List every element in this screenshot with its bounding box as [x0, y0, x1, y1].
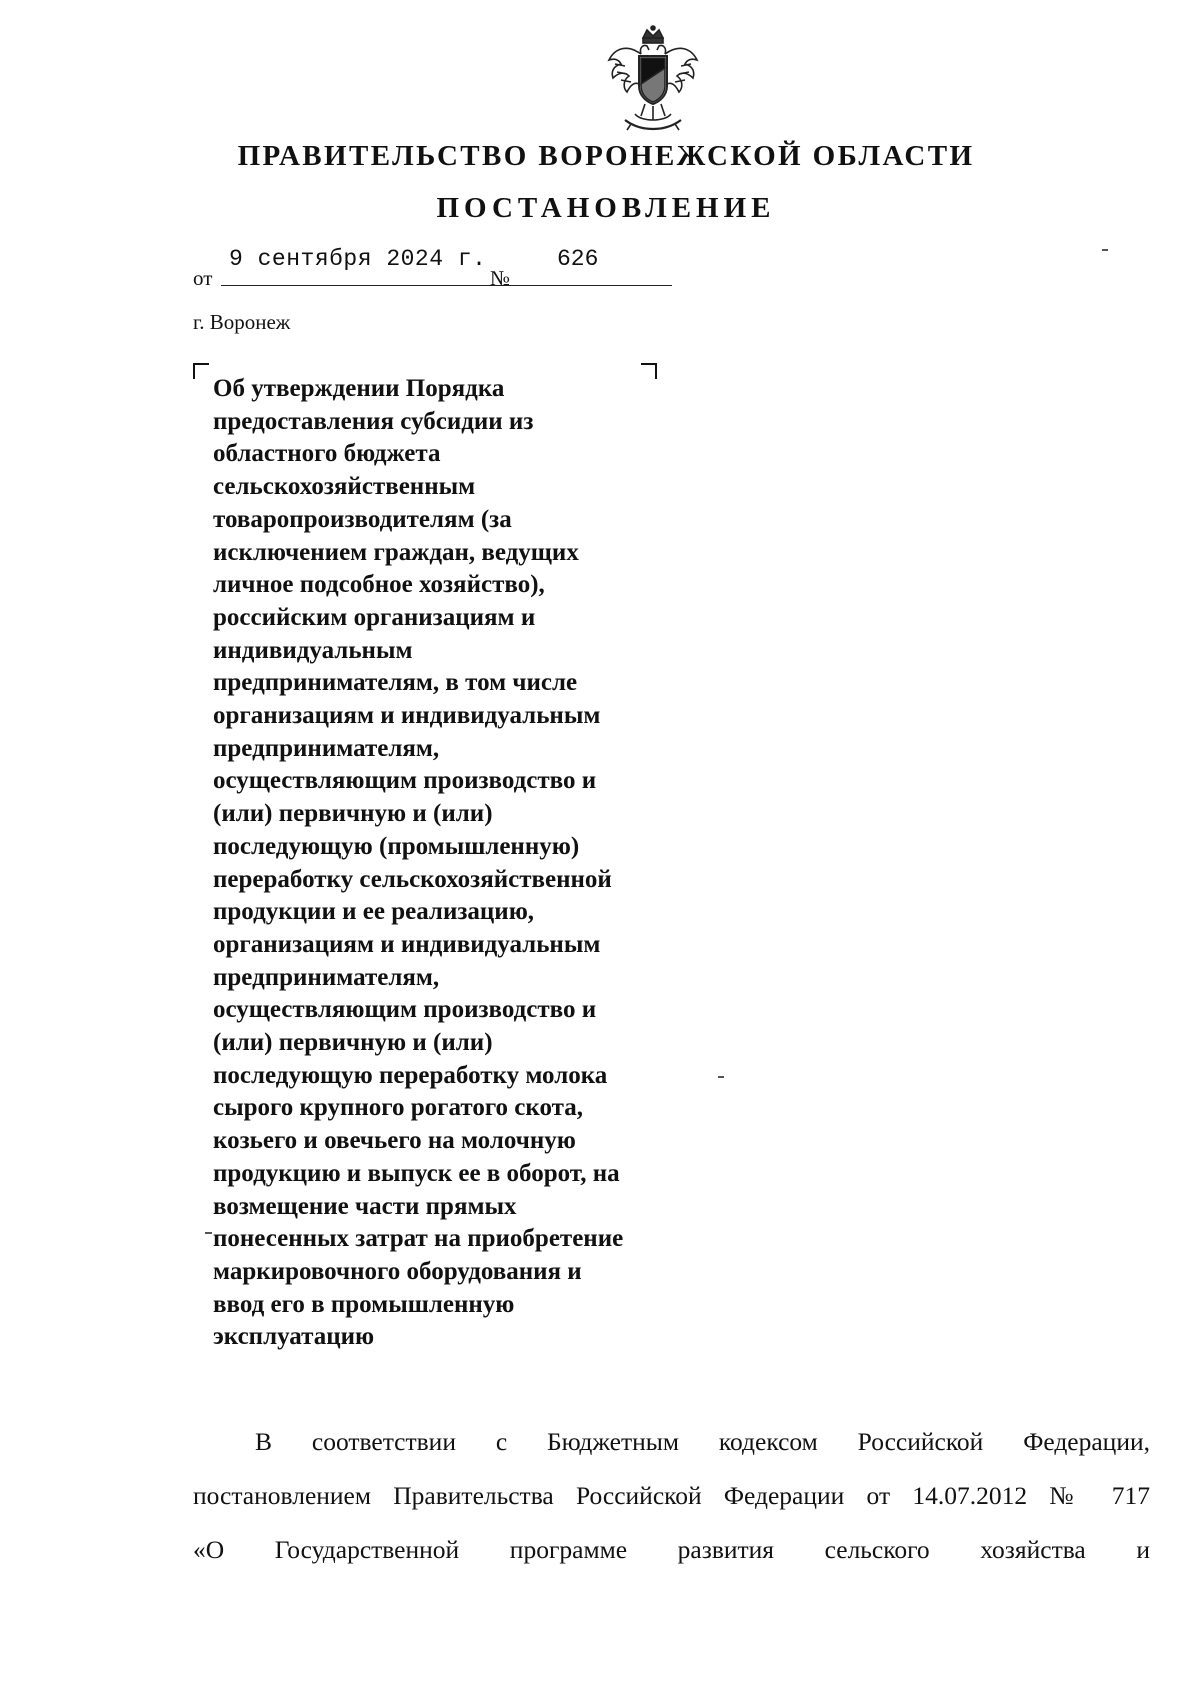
subject-line: сельскохозяйственным	[213, 473, 476, 501]
subject-line: продукцию и выпуск ее в оборот, на	[213, 1159, 620, 1187]
subject-line: организациям и индивидуальным	[213, 702, 601, 730]
subject-line: предпринимателям, в том числе	[213, 669, 578, 697]
subject-line: ввод его в промышленную	[213, 1290, 515, 1318]
subject-line: последующую (промышленную)	[213, 832, 580, 860]
number-underline	[523, 285, 653, 286]
subject-line: областного бюджета	[213, 440, 441, 468]
org-title: ПРАВИТЕЛЬСТВО ВОРОНЕЖСКОЙ ОБЛАСТИ	[237, 140, 975, 172]
document-date: 9 сентября 2024 г.	[229, 246, 487, 272]
subject-line: организациям и индивидуальным	[213, 930, 601, 958]
subject-line: осуществляющим производство и	[213, 996, 597, 1024]
subject-line: (или) первичную и (или)	[213, 1029, 493, 1057]
subject-line: понесенных затрат на приобретение	[213, 1225, 624, 1253]
body-line: В соответствии с Бюджетным кодексом Российской Федерации,	[255, 1427, 1150, 1456]
subject-line: сырого крупного рогатого скота,	[213, 1094, 583, 1122]
subject-line: продукции и ее реализацию,	[213, 898, 535, 926]
subject-line: индивидуальным	[213, 636, 413, 664]
number-prefix: №	[490, 266, 511, 290]
subject-line: товаропроизводителям (за	[213, 505, 512, 533]
subject-line: эксплуатацию	[213, 1323, 375, 1351]
document-type: ПОСТАНОВЛЕНИЕ	[436, 192, 776, 224]
subject-line: Об утверждении Порядка	[213, 375, 505, 402]
date-number-line	[193, 246, 653, 292]
coat-of-arms-icon	[605, 24, 701, 132]
city: г. Воронеж	[193, 310, 291, 334]
subject-line: переработку сельскохозяйственной	[213, 865, 612, 893]
body-paragraph	[193, 1415, 1150, 1577]
subject-line: (или) первичную и (или)	[213, 800, 493, 828]
date-prefix: от	[193, 266, 213, 290]
body-line: «О Государственной программе развития сельского хозяйства и	[193, 1535, 1150, 1564]
document-number: 626	[557, 246, 599, 272]
subject-line: личное подсобное хозяйство),	[213, 571, 545, 599]
subject-line: осуществляющим производство и	[213, 767, 597, 795]
subject-line: предпринимателям,	[213, 734, 440, 762]
body-line: постановлением Правительства Российской Федерации от 14.07.2012 № 717	[193, 1481, 1150, 1510]
subject-line: последующую переработку молока	[213, 1061, 608, 1089]
subject-line: козьего и овечьего на молочную	[213, 1127, 576, 1155]
subject-line: предпринимателям,	[213, 963, 440, 991]
document-subject	[213, 373, 683, 1354]
subject-line: предоставления субсидии из	[213, 407, 534, 435]
subject-line: российским организациям и	[213, 603, 536, 631]
subject-corner-left	[193, 363, 209, 379]
subject-line: возмещение части прямых	[213, 1192, 517, 1220]
subject-line: исключением граждан, ведущих	[213, 538, 579, 566]
subject-line: маркировочного оборудования и	[213, 1257, 582, 1285]
